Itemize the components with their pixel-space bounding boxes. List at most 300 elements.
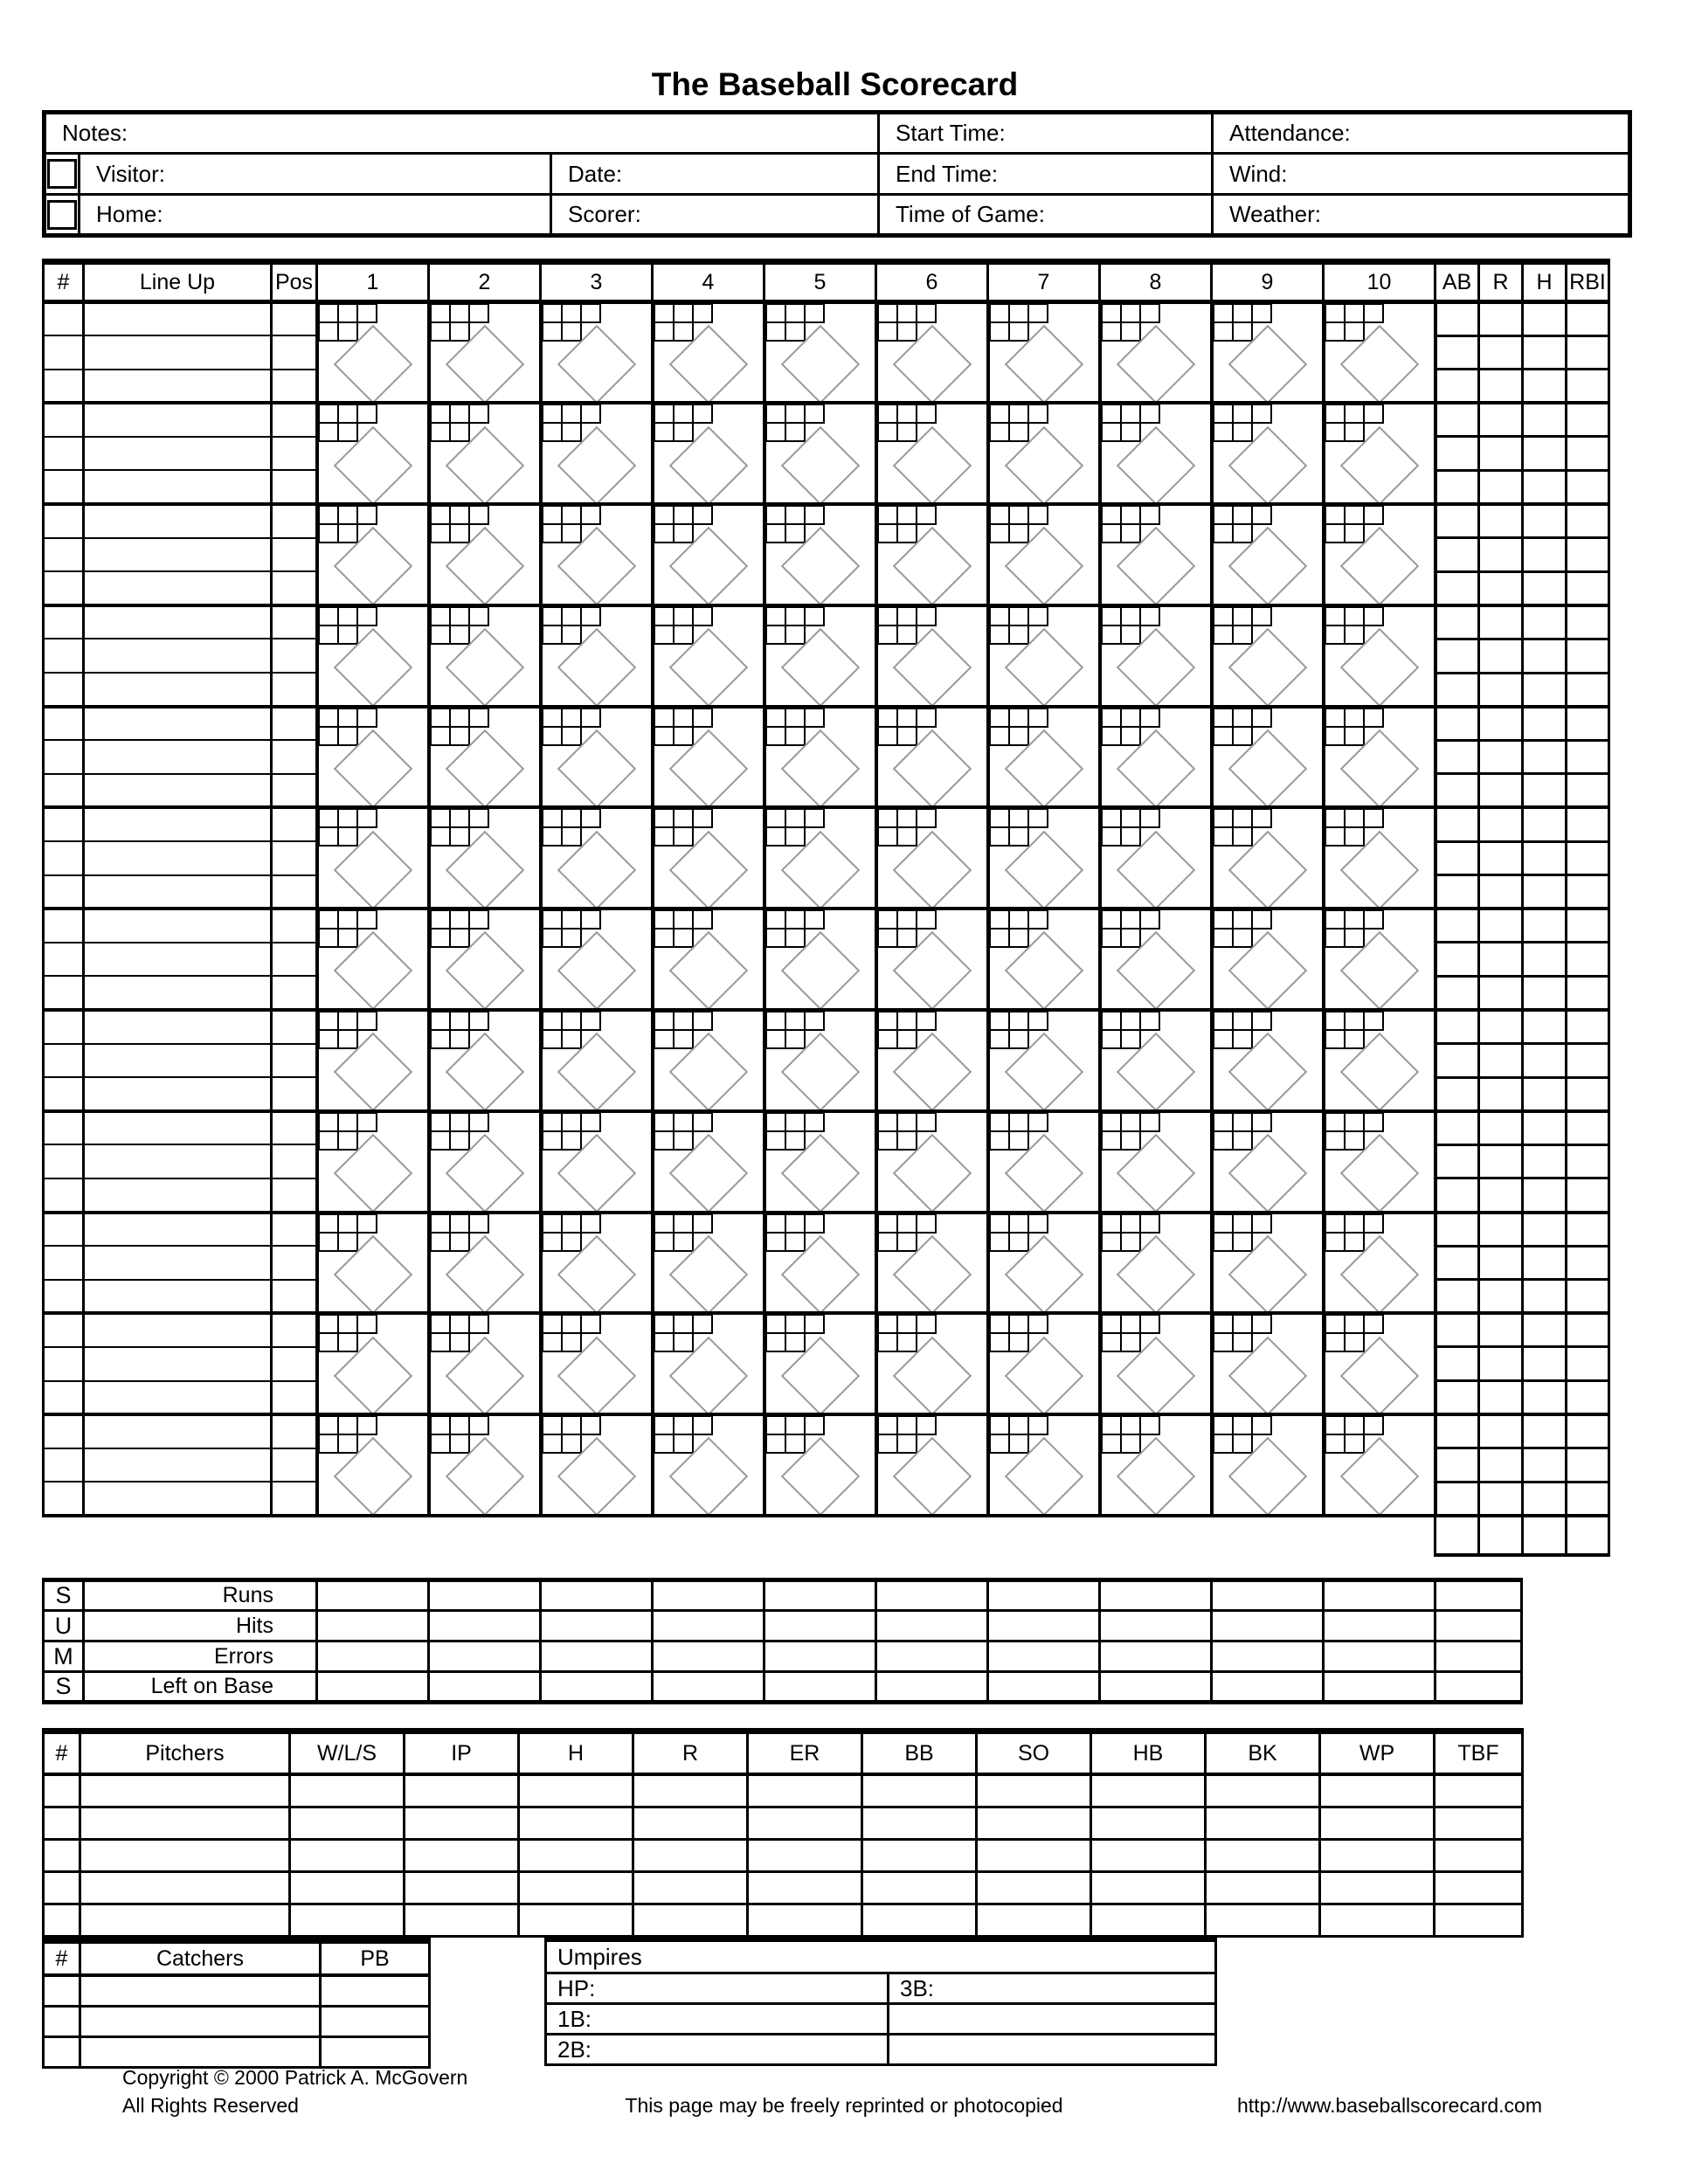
catcher-cell[interactable] xyxy=(321,2006,430,2036)
player-number-cell[interactable] xyxy=(44,1347,84,1381)
scoring-cell[interactable] xyxy=(541,707,653,808)
pitch-count-box[interactable] xyxy=(580,303,601,323)
pitch-count-box[interactable] xyxy=(337,909,358,930)
scoring-cell[interactable] xyxy=(1100,807,1212,909)
pitch-count-box[interactable] xyxy=(1008,523,1029,543)
player-name-cell[interactable] xyxy=(84,1178,272,1213)
stat-value-cell[interactable] xyxy=(1435,807,1479,841)
pitch-count-box[interactable] xyxy=(449,1314,470,1334)
pitch-count-box[interactable] xyxy=(692,1112,713,1132)
pitch-count-box[interactable] xyxy=(1232,1213,1253,1234)
scoring-cell[interactable] xyxy=(988,1414,1100,1516)
umpire-1b-field[interactable] xyxy=(546,2004,889,2035)
player-name-cell[interactable] xyxy=(84,1111,272,1145)
stat-value-cell[interactable] xyxy=(1479,1044,1523,1078)
pitch-count-box[interactable] xyxy=(542,826,563,847)
pitch-count-box[interactable] xyxy=(877,708,898,728)
scoring-cell[interactable] xyxy=(429,605,541,707)
stat-value-cell[interactable] xyxy=(1435,605,1479,639)
pitch-count-box[interactable] xyxy=(1008,1213,1029,1234)
sums-value-cell[interactable] xyxy=(317,1611,429,1641)
stat-value-cell[interactable] xyxy=(1479,437,1523,471)
player-position-cell[interactable] xyxy=(272,673,317,707)
pitch-count-box[interactable] xyxy=(989,321,1010,342)
pitch-count-box[interactable] xyxy=(896,1314,917,1334)
stat-value-cell[interactable] xyxy=(1435,976,1479,1010)
pitch-count-box[interactable] xyxy=(1325,909,1346,930)
scoring-cell[interactable] xyxy=(1212,504,1324,605)
scoring-cell[interactable] xyxy=(429,807,541,909)
stat-value-cell[interactable] xyxy=(1435,1347,1479,1381)
pitch-count-box[interactable] xyxy=(877,303,898,323)
pitcher-cell[interactable] xyxy=(633,1871,748,1904)
pitch-count-box[interactable] xyxy=(449,1130,470,1151)
stat-value-cell[interactable] xyxy=(1435,370,1479,404)
pitch-count-box[interactable] xyxy=(561,321,582,342)
pitch-count-box[interactable] xyxy=(877,404,898,424)
scoring-cell[interactable] xyxy=(988,1213,1100,1314)
player-name-cell[interactable] xyxy=(84,1246,272,1280)
pitch-count-box[interactable] xyxy=(1232,1112,1253,1132)
pitch-count-box[interactable] xyxy=(318,404,339,424)
pitch-count-box[interactable] xyxy=(449,523,470,543)
home-checkbox[interactable] xyxy=(47,200,77,230)
player-position-cell[interactable] xyxy=(272,1111,317,1145)
pitcher-cell[interactable] xyxy=(1091,1774,1206,1807)
pitch-count-box[interactable] xyxy=(1120,303,1141,323)
sums-value-cell[interactable] xyxy=(653,1580,764,1611)
stat-value-cell[interactable] xyxy=(1567,639,1609,673)
stat-value-cell[interactable] xyxy=(1479,470,1523,504)
pitch-count-box[interactable] xyxy=(1232,505,1253,525)
pitch-count-box[interactable] xyxy=(654,1434,675,1454)
pitch-count-box[interactable] xyxy=(896,606,917,626)
pitch-count-box[interactable] xyxy=(1213,1029,1234,1049)
pitch-count-box[interactable] xyxy=(1325,1314,1346,1334)
stat-value-cell[interactable] xyxy=(1435,302,1479,336)
player-name-cell[interactable] xyxy=(84,302,272,336)
scoring-cell[interactable] xyxy=(541,1313,653,1414)
pitch-count-box[interactable] xyxy=(318,1314,339,1334)
pitch-count-box[interactable] xyxy=(804,606,825,626)
pitch-count-box[interactable] xyxy=(580,404,601,424)
player-position-cell[interactable] xyxy=(272,571,317,605)
stat-value-cell[interactable] xyxy=(1523,1213,1567,1247)
pitch-count-box[interactable] xyxy=(989,625,1010,645)
stat-value-cell[interactable] xyxy=(1567,673,1609,707)
pitch-count-box[interactable] xyxy=(1232,321,1253,342)
pitcher-cell[interactable] xyxy=(519,1774,633,1807)
player-position-cell[interactable] xyxy=(272,841,317,875)
scoring-cell[interactable] xyxy=(653,1213,764,1314)
pitch-count-box[interactable] xyxy=(1008,708,1029,728)
pitch-count-box[interactable] xyxy=(1325,505,1346,525)
player-position-cell[interactable] xyxy=(272,1044,317,1078)
player-name-cell[interactable] xyxy=(84,470,272,504)
scoring-cell[interactable] xyxy=(764,1414,876,1516)
player-position-cell[interactable] xyxy=(272,875,317,909)
pitch-count-box[interactable] xyxy=(765,1029,786,1049)
pitch-count-box[interactable] xyxy=(1232,1130,1253,1151)
pitcher-cell[interactable] xyxy=(405,1871,519,1904)
pitch-count-box[interactable] xyxy=(765,726,786,746)
scoring-cell[interactable] xyxy=(876,807,988,909)
pitch-count-box[interactable] xyxy=(1363,808,1384,828)
pitch-count-box[interactable] xyxy=(1213,826,1234,847)
player-number-cell[interactable] xyxy=(44,1381,84,1415)
scoring-cell[interactable] xyxy=(1100,1213,1212,1314)
stat-value-cell[interactable] xyxy=(1523,1144,1567,1178)
pitch-count-box[interactable] xyxy=(1213,1434,1234,1454)
scoring-cell[interactable] xyxy=(317,1213,429,1314)
pitch-count-box[interactable] xyxy=(1008,1314,1029,1334)
pitch-count-box[interactable] xyxy=(1325,1213,1346,1234)
pitch-count-box[interactable] xyxy=(896,1415,917,1435)
pitch-count-box[interactable] xyxy=(785,404,806,424)
attendance-field[interactable] xyxy=(1213,113,1630,154)
stat-value-cell[interactable] xyxy=(1435,707,1479,741)
pitch-count-box[interactable] xyxy=(1213,1213,1234,1234)
pitch-count-box[interactable] xyxy=(673,606,694,626)
player-number-cell[interactable] xyxy=(44,807,84,841)
scoring-cell[interactable] xyxy=(1100,1111,1212,1213)
pitch-count-box[interactable] xyxy=(1344,1314,1365,1334)
pitch-count-box[interactable] xyxy=(673,808,694,828)
player-name-cell[interactable] xyxy=(84,1213,272,1247)
pitch-count-box[interactable] xyxy=(449,726,470,746)
pitch-count-box[interactable] xyxy=(1120,1232,1141,1252)
stat-value-cell[interactable] xyxy=(1567,875,1609,909)
stat-value-cell[interactable] xyxy=(1523,841,1567,875)
sums-value-cell[interactable] xyxy=(317,1580,429,1611)
pitch-count-box[interactable] xyxy=(1139,909,1160,930)
sums-value-cell[interactable] xyxy=(1100,1672,1212,1703)
pitch-count-box[interactable] xyxy=(1027,1213,1048,1234)
player-name-cell[interactable] xyxy=(84,774,272,808)
pitch-count-box[interactable] xyxy=(1232,808,1253,828)
pitch-count-box[interactable] xyxy=(1251,1314,1272,1334)
player-name-cell[interactable] xyxy=(84,875,272,909)
pitch-count-box[interactable] xyxy=(673,422,694,442)
pitch-count-box[interactable] xyxy=(580,1415,601,1435)
pitch-count-box[interactable] xyxy=(1251,1112,1272,1132)
pitch-count-box[interactable] xyxy=(580,1011,601,1031)
pitch-count-box[interactable] xyxy=(561,909,582,930)
pitch-count-box[interactable] xyxy=(654,1011,675,1031)
pitch-count-box[interactable] xyxy=(765,1232,786,1252)
pitch-count-box[interactable] xyxy=(337,523,358,543)
pitch-count-box[interactable] xyxy=(1363,1213,1384,1234)
pitch-count-box[interactable] xyxy=(1101,1434,1122,1454)
end-time-field[interactable] xyxy=(879,154,1213,195)
player-number-cell[interactable] xyxy=(44,976,84,1010)
stat-value-cell[interactable] xyxy=(1435,639,1479,673)
notes-field[interactable] xyxy=(45,113,879,154)
pitch-count-box[interactable] xyxy=(989,1314,1010,1334)
pitch-count-box[interactable] xyxy=(673,726,694,746)
pitch-count-box[interactable] xyxy=(896,321,917,342)
pitch-count-box[interactable] xyxy=(877,422,898,442)
pitch-count-box[interactable] xyxy=(673,708,694,728)
player-number-cell[interactable] xyxy=(44,403,84,437)
stat-value-cell[interactable] xyxy=(1523,605,1567,639)
pitch-count-box[interactable] xyxy=(468,606,489,626)
scoring-cell[interactable] xyxy=(988,504,1100,605)
player-position-cell[interactable] xyxy=(272,639,317,673)
pitch-count-box[interactable] xyxy=(1008,606,1029,626)
pitch-count-box[interactable] xyxy=(654,422,675,442)
pitch-count-box[interactable] xyxy=(430,1415,451,1435)
scoring-cell[interactable] xyxy=(541,1213,653,1314)
sums-value-cell[interactable] xyxy=(541,1611,653,1641)
pitcher-cell[interactable] xyxy=(405,1807,519,1839)
stat-value-cell[interactable] xyxy=(1479,1482,1523,1516)
pitch-count-box[interactable] xyxy=(1251,909,1272,930)
pitch-count-box[interactable] xyxy=(765,625,786,645)
pitch-count-box[interactable] xyxy=(765,422,786,442)
pitch-count-box[interactable] xyxy=(318,1011,339,1031)
stat-value-cell[interactable] xyxy=(1479,1347,1523,1381)
pitcher-cell[interactable] xyxy=(519,1807,633,1839)
pitch-count-box[interactable] xyxy=(1213,303,1234,323)
pitch-count-box[interactable] xyxy=(785,909,806,930)
pitch-count-box[interactable] xyxy=(1232,708,1253,728)
pitch-count-box[interactable] xyxy=(1325,606,1346,626)
scoring-cell[interactable] xyxy=(876,403,988,504)
pitch-count-box[interactable] xyxy=(1120,1011,1141,1031)
pitch-count-box[interactable] xyxy=(337,404,358,424)
pitch-count-box[interactable] xyxy=(1101,826,1122,847)
pitcher-cell[interactable] xyxy=(519,1904,633,1936)
pitch-count-box[interactable] xyxy=(430,1112,451,1132)
pitch-count-box[interactable] xyxy=(318,909,339,930)
pitch-count-box[interactable] xyxy=(337,1029,358,1049)
pitch-count-box[interactable] xyxy=(1232,1029,1253,1049)
pitch-count-box[interactable] xyxy=(1139,303,1160,323)
player-position-cell[interactable] xyxy=(272,976,317,1010)
pitch-count-box[interactable] xyxy=(1101,928,1122,948)
catcher-cell[interactable] xyxy=(44,2006,80,2036)
pitch-count-box[interactable] xyxy=(1101,1332,1122,1352)
pitcher-cell[interactable] xyxy=(44,1904,80,1936)
player-name-cell[interactable] xyxy=(84,1077,272,1111)
player-number-cell[interactable] xyxy=(44,1077,84,1111)
stat-total-cell[interactable] xyxy=(1435,1516,1479,1555)
pitch-count-box[interactable] xyxy=(916,1011,937,1031)
pitch-count-box[interactable] xyxy=(542,505,563,525)
pitcher-cell[interactable] xyxy=(1320,1807,1435,1839)
pitch-count-box[interactable] xyxy=(1027,909,1048,930)
pitch-count-box[interactable] xyxy=(1139,1415,1160,1435)
pitch-count-box[interactable] xyxy=(654,625,675,645)
pitch-count-box[interactable] xyxy=(318,321,339,342)
pitch-count-box[interactable] xyxy=(654,1232,675,1252)
pitch-count-box[interactable] xyxy=(468,708,489,728)
pitch-count-box[interactable] xyxy=(785,928,806,948)
pitch-count-box[interactable] xyxy=(1213,1112,1234,1132)
pitch-count-box[interactable] xyxy=(654,928,675,948)
scoring-cell[interactable] xyxy=(317,807,429,909)
pitch-count-box[interactable] xyxy=(654,909,675,930)
stat-value-cell[interactable] xyxy=(1479,538,1523,572)
scoring-cell[interactable] xyxy=(541,1010,653,1111)
sums-value-cell[interactable] xyxy=(1324,1611,1435,1641)
stat-value-cell[interactable] xyxy=(1523,1010,1567,1044)
pitch-count-box[interactable] xyxy=(1251,303,1272,323)
pitch-count-box[interactable] xyxy=(468,1415,489,1435)
pitch-count-box[interactable] xyxy=(877,909,898,930)
player-position-cell[interactable] xyxy=(272,1280,317,1314)
player-number-cell[interactable] xyxy=(44,1044,84,1078)
stat-value-cell[interactable] xyxy=(1567,403,1609,437)
stat-value-cell[interactable] xyxy=(1567,302,1609,336)
pitch-count-box[interactable] xyxy=(542,625,563,645)
player-number-cell[interactable] xyxy=(44,538,84,572)
pitch-count-box[interactable] xyxy=(692,606,713,626)
pitch-count-box[interactable] xyxy=(1232,1314,1253,1334)
pitch-count-box[interactable] xyxy=(1120,625,1141,645)
pitch-count-box[interactable] xyxy=(561,422,582,442)
pitch-count-box[interactable] xyxy=(561,928,582,948)
pitch-count-box[interactable] xyxy=(785,606,806,626)
pitcher-cell[interactable] xyxy=(748,1774,862,1807)
pitch-count-box[interactable] xyxy=(916,1314,937,1334)
pitch-count-box[interactable] xyxy=(1027,606,1048,626)
pitch-count-box[interactable] xyxy=(1101,1112,1122,1132)
pitch-count-box[interactable] xyxy=(430,1314,451,1334)
pitch-count-box[interactable] xyxy=(542,808,563,828)
player-name-cell[interactable] xyxy=(84,1313,272,1347)
stat-value-cell[interactable] xyxy=(1567,1077,1609,1111)
player-position-cell[interactable] xyxy=(272,807,317,841)
pitch-count-box[interactable] xyxy=(877,1213,898,1234)
pitch-count-box[interactable] xyxy=(1363,606,1384,626)
scoring-cell[interactable] xyxy=(988,1010,1100,1111)
stat-value-cell[interactable] xyxy=(1479,673,1523,707)
pitch-count-box[interactable] xyxy=(1232,303,1253,323)
scoring-cell[interactable] xyxy=(764,1010,876,1111)
pitch-count-box[interactable] xyxy=(1363,1314,1384,1334)
scoring-cell[interactable] xyxy=(317,302,429,404)
pitch-count-box[interactable] xyxy=(1344,726,1365,746)
pitch-count-box[interactable] xyxy=(1027,404,1048,424)
sums-value-cell[interactable] xyxy=(541,1672,653,1703)
pitch-count-box[interactable] xyxy=(337,1434,358,1454)
pitch-count-box[interactable] xyxy=(449,505,470,525)
player-position-cell[interactable] xyxy=(272,707,317,741)
stat-value-cell[interactable] xyxy=(1435,1381,1479,1415)
scoring-cell[interactable] xyxy=(1324,909,1435,1010)
pitch-count-box[interactable] xyxy=(1139,1213,1160,1234)
stat-value-cell[interactable] xyxy=(1479,302,1523,336)
player-number-cell[interactable] xyxy=(44,774,84,808)
pitch-count-box[interactable] xyxy=(1008,404,1029,424)
pitch-count-box[interactable] xyxy=(785,1314,806,1334)
pitch-count-box[interactable] xyxy=(1251,1415,1272,1435)
visitor-field[interactable] xyxy=(80,154,551,195)
scoring-cell[interactable] xyxy=(764,403,876,504)
pitch-count-box[interactable] xyxy=(989,1130,1010,1151)
pitch-count-box[interactable] xyxy=(1363,404,1384,424)
pitch-count-box[interactable] xyxy=(337,1232,358,1252)
pitch-count-box[interactable] xyxy=(468,1011,489,1031)
pitch-count-box[interactable] xyxy=(765,708,786,728)
pitch-count-box[interactable] xyxy=(1008,1332,1029,1352)
pitch-count-box[interactable] xyxy=(337,303,358,323)
stat-value-cell[interactable] xyxy=(1435,504,1479,538)
pitch-count-box[interactable] xyxy=(356,708,377,728)
pitch-count-box[interactable] xyxy=(430,606,451,626)
pitcher-cell[interactable] xyxy=(862,1904,977,1936)
scoring-cell[interactable] xyxy=(1212,909,1324,1010)
pitch-count-box[interactable] xyxy=(1325,303,1346,323)
scoring-cell[interactable] xyxy=(988,302,1100,404)
player-position-cell[interactable] xyxy=(272,538,317,572)
scoring-cell[interactable] xyxy=(988,1111,1100,1213)
pitch-count-box[interactable] xyxy=(561,808,582,828)
pitch-count-box[interactable] xyxy=(896,1112,917,1132)
pitch-count-box[interactable] xyxy=(1325,808,1346,828)
scoring-cell[interactable] xyxy=(429,1111,541,1213)
scoring-cell[interactable] xyxy=(653,504,764,605)
pitch-count-box[interactable] xyxy=(580,708,601,728)
pitcher-cell[interactable] xyxy=(1320,1904,1435,1936)
pitch-count-box[interactable] xyxy=(561,505,582,525)
scoring-cell[interactable] xyxy=(317,1010,429,1111)
scoring-cell[interactable] xyxy=(653,909,764,1010)
pitch-count-box[interactable] xyxy=(1213,1232,1234,1252)
stat-value-cell[interactable] xyxy=(1479,1448,1523,1482)
pitch-count-box[interactable] xyxy=(561,1130,582,1151)
pitcher-cell[interactable] xyxy=(977,1774,1091,1807)
pitch-count-box[interactable] xyxy=(1325,928,1346,948)
pitcher-cell[interactable] xyxy=(977,1871,1091,1904)
pitch-count-box[interactable] xyxy=(1101,708,1122,728)
pitcher-cell[interactable] xyxy=(80,1871,290,1904)
scoring-cell[interactable] xyxy=(429,1414,541,1516)
pitch-count-box[interactable] xyxy=(1325,404,1346,424)
pitch-count-box[interactable] xyxy=(561,1011,582,1031)
stat-value-cell[interactable] xyxy=(1479,875,1523,909)
sums-value-cell[interactable] xyxy=(653,1672,764,1703)
player-position-cell[interactable] xyxy=(272,370,317,404)
pitch-count-box[interactable] xyxy=(1120,606,1141,626)
stat-value-cell[interactable] xyxy=(1523,1482,1567,1516)
catcher-cell[interactable] xyxy=(80,2006,321,2036)
pitch-count-box[interactable] xyxy=(561,1213,582,1234)
scoring-cell[interactable] xyxy=(988,1313,1100,1414)
pitch-count-box[interactable] xyxy=(1344,422,1365,442)
pitch-count-box[interactable] xyxy=(654,826,675,847)
player-position-cell[interactable] xyxy=(272,1213,317,1247)
pitch-count-box[interactable] xyxy=(765,1415,786,1435)
stat-value-cell[interactable] xyxy=(1479,1280,1523,1314)
sums-value-cell[interactable] xyxy=(317,1672,429,1703)
visitor-checkbox[interactable] xyxy=(47,159,77,189)
pitch-count-box[interactable] xyxy=(1251,708,1272,728)
pitch-count-box[interactable] xyxy=(654,505,675,525)
scoring-cell[interactable] xyxy=(541,1414,653,1516)
stat-value-cell[interactable] xyxy=(1523,639,1567,673)
pitch-count-box[interactable] xyxy=(468,505,489,525)
player-number-cell[interactable] xyxy=(44,370,84,404)
player-number-cell[interactable] xyxy=(44,875,84,909)
pitch-count-box[interactable] xyxy=(1344,808,1365,828)
pitch-count-box[interactable] xyxy=(542,523,563,543)
pitcher-cell[interactable] xyxy=(1206,1871,1320,1904)
scoring-cell[interactable] xyxy=(541,403,653,504)
pitch-count-box[interactable] xyxy=(1344,606,1365,626)
